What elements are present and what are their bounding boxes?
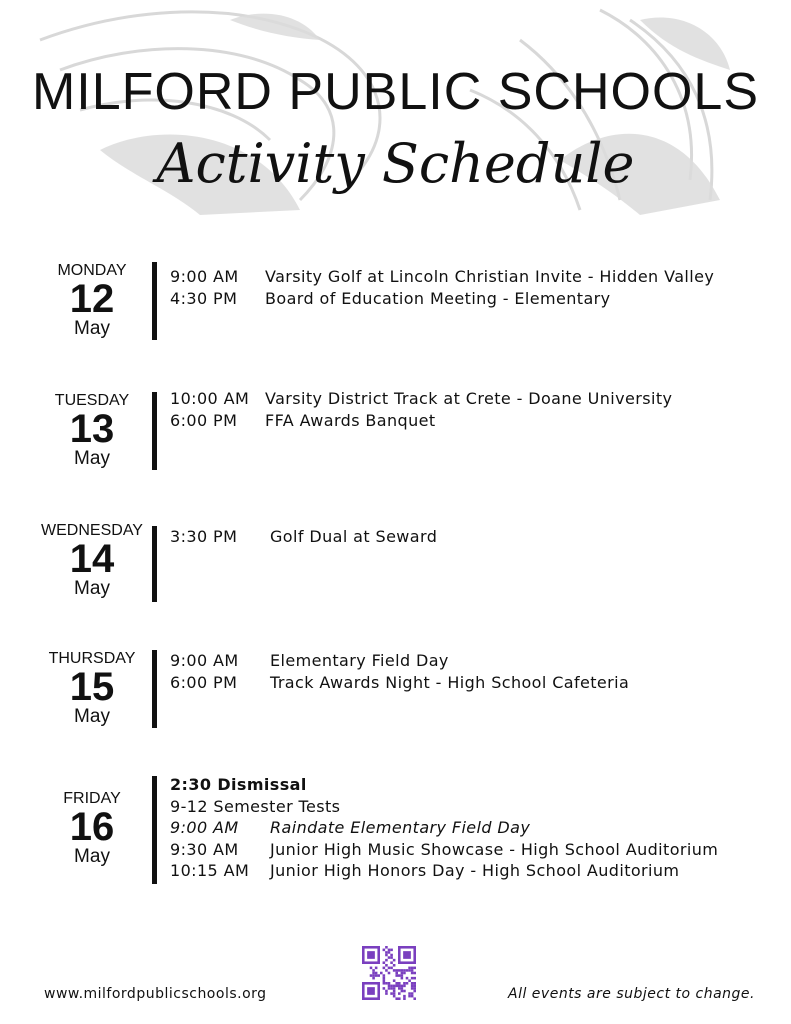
event-desc: Golf Dual at Seward <box>270 527 438 546</box>
page-subtitle: Activity Schedule <box>156 132 635 195</box>
event-time: 3:30 PM <box>170 527 238 546</box>
event-time: 9:30 AM <box>170 839 239 859</box>
event-desc: Raindate Elementary Field Day <box>270 818 531 837</box>
event-list <box>170 266 714 309</box>
weekday-label: TUESDAY <box>54 392 130 409</box>
dismissal-note: 2:30 Dismissal <box>170 775 307 794</box>
divider-bar <box>152 526 157 602</box>
date-badge <box>32 650 152 728</box>
event-row <box>170 266 714 288</box>
event-desc: Elementary Field Day <box>270 651 449 670</box>
event-row <box>170 526 437 548</box>
disclaimer-text: All events are subject to change. <box>508 986 755 1002</box>
day-number: 13 <box>69 407 115 451</box>
event-time: 9:00 AM <box>170 651 239 670</box>
weekday-label: WEDNESDAY <box>41 522 143 539</box>
event-time: 9:00 AM <box>170 267 239 286</box>
month-label: May <box>74 318 110 339</box>
divider-bar <box>152 650 157 728</box>
month-label: May <box>74 706 110 727</box>
event-row <box>170 817 718 839</box>
day-number: 12 <box>69 277 115 321</box>
event-row <box>170 839 718 861</box>
event-time: 10:00 AM <box>170 389 250 408</box>
event-desc: Junior High Music Showcase - High School Auditorium <box>270 839 719 859</box>
day-number: 14 <box>69 537 115 581</box>
divider-bar <box>152 776 157 884</box>
month-label: May <box>74 448 110 469</box>
event-list <box>170 388 672 431</box>
event-desc: Track Awards Night - High School Cafeteria <box>270 672 630 692</box>
event-desc: Varsity District Track at Crete - Doane University <box>265 389 673 408</box>
day-number: 16 <box>69 805 115 849</box>
website-link[interactable]: www.milfordpublicschools.org <box>44 986 267 1002</box>
divider-bar <box>152 262 157 340</box>
event-desc: FFA Awards Banquet <box>265 410 436 430</box>
event-row <box>170 860 718 882</box>
event-time: 6:00 PM <box>170 410 238 430</box>
event-list <box>170 526 437 548</box>
date-badge <box>32 790 152 868</box>
weekday-label: FRIDAY <box>63 790 121 807</box>
page-title: MILFORD PUBLIC SCHOOLS <box>31 63 760 121</box>
event-time: 6:00 PM <box>170 672 238 692</box>
event-row <box>170 672 629 694</box>
weekday-label: MONDAY <box>57 262 127 279</box>
date-badge <box>32 392 152 470</box>
event-row <box>170 388 672 410</box>
event-list <box>170 774 718 882</box>
event-time: 9:00 AM <box>170 818 239 837</box>
semester-tests-note: 9-12 Semester Tests <box>170 796 341 816</box>
event-row <box>170 288 714 310</box>
event-row <box>170 410 672 432</box>
month-label: May <box>74 846 110 867</box>
date-badge <box>28 522 156 600</box>
event-row <box>170 650 629 672</box>
qr-code-icon[interactable] <box>362 946 416 1000</box>
date-badge <box>32 262 152 340</box>
event-time: 10:15 AM <box>170 861 250 880</box>
divider-bar <box>152 392 157 470</box>
month-label: May <box>74 578 110 599</box>
event-list <box>170 650 629 693</box>
weekday-label: THURSDAY <box>48 650 136 667</box>
event-time: 4:30 PM <box>170 288 238 308</box>
event-desc: Junior High Honors Day - High School Auditorium <box>270 861 680 880</box>
event-desc: Varsity Golf at Lincoln Christian Invite - Hidden Valley <box>265 267 715 286</box>
event-desc: Board of Education Meeting - Elementary <box>265 288 611 308</box>
day-number: 15 <box>69 665 115 709</box>
